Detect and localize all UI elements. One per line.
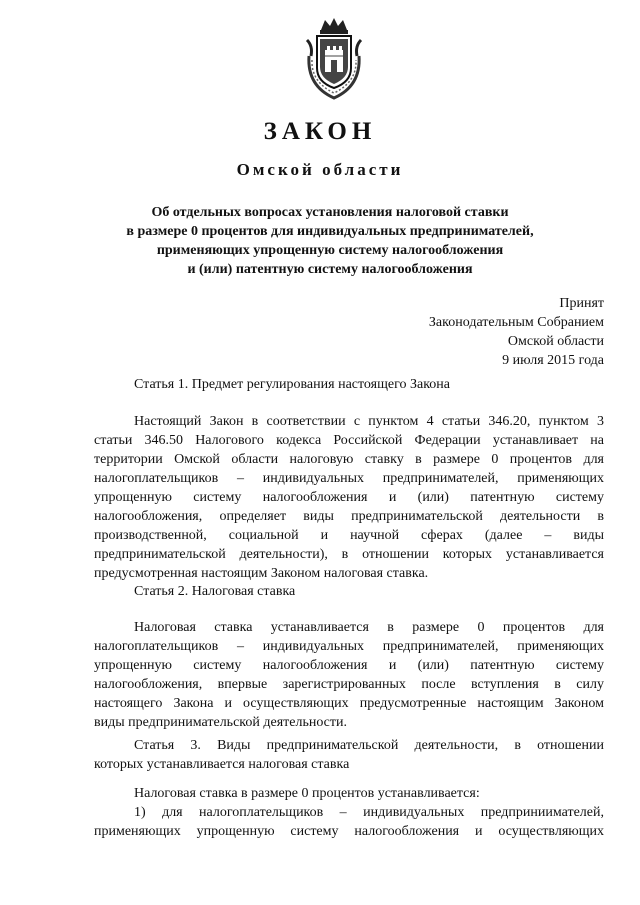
article-1-body <box>94 412 604 583</box>
document-subtitle: Омской области <box>236 160 404 179</box>
article-1-line: налогоплательщиков – индивидуальных предпринимателей, применяющих <box>94 471 604 486</box>
coat-of-arms-icon <box>303 16 365 100</box>
article-3-item-line: применяющих упрощенную систему налогообложения и осуществляющих <box>94 824 604 839</box>
heading-line: и (или) патентную систему налогообложения <box>187 262 473 277</box>
article-1-line: производственной, социальной и научной сферах (далее – виды <box>94 528 604 543</box>
article-1-line: упрощенную систему налогообложения и (или) патентную систему <box>94 490 604 505</box>
article-2-body <box>94 618 604 732</box>
adoption-line: Омской области <box>507 334 604 349</box>
article-2-line: налогоплательщиков – индивидуальных предпринимателей, применяющих <box>94 639 604 654</box>
article-1-line: Настоящий Закон в соответствии с пунктом 4 статьи 346.20, пунктом 3 <box>134 414 604 429</box>
article-1-line: статьи 346.50 Налогового кодекса Российской Федерации устанавливает на <box>94 433 604 448</box>
article-2-line: упрощенную систему налогообложения и (или) патентную систему <box>94 658 604 673</box>
article-1-line: территории Омской области налоговую ставку в размере 0 процентов для <box>94 452 604 467</box>
heading-line: применяющих упрощенную систему налогообложения <box>156 243 504 258</box>
article-3-title-line: которых устанавливается налоговая ставка <box>94 757 350 772</box>
article-3-intro: Налоговая ставка в размере 0 процентов устанавливается: <box>134 786 480 801</box>
heading-line: в размере 0 процентов для индивидуальных предпринимателей, <box>126 224 534 239</box>
heading-line: Об отдельных вопросах установления налоговой ставки <box>151 205 509 220</box>
adoption-block <box>344 294 604 370</box>
article-1-line: налогообложения, определяет виды предпринимательской деятельности в <box>94 509 604 524</box>
article-1-title: Статья 1. Предмет регулирования настоящего Закона <box>134 377 451 392</box>
article-3-item-line: 1) для налогоплательщиков – индивидуальных предприниимателей, <box>134 805 604 820</box>
article-2-line: виды предпринимательской деятельности. <box>94 715 348 730</box>
adoption-date: 9 июля 2015 года <box>502 353 604 368</box>
article-2-line: налогообложения, впервые зарегистрированных после вступления в силу <box>94 677 604 692</box>
adoption-line: Законодательным Собранием <box>428 315 604 330</box>
article-1-line: предусмотренная настоящим Законом налоговая ставка. <box>94 566 429 581</box>
article-2-line: Налоговая ставка устанавливается в размере 0 процентов для <box>134 620 604 635</box>
article-2-title: Статья 2. Налоговая ставка <box>134 584 296 599</box>
article-2-line: настоящего Закона и осуществляющих предусмотренные настоящим Законом <box>94 696 604 711</box>
adoption-line: Принят <box>559 296 604 311</box>
document-title: ЗАКОН <box>263 118 377 145</box>
article-3-title-line: Статья 3. Виды предпринимательской деятельности, в отношении <box>134 738 604 753</box>
article-3-title <box>94 736 604 774</box>
article-1-line: предпринимательской деятельности), в отношении которых устанавливается <box>94 547 604 562</box>
article-3-item-1 <box>94 803 604 841</box>
law-heading <box>110 203 550 279</box>
